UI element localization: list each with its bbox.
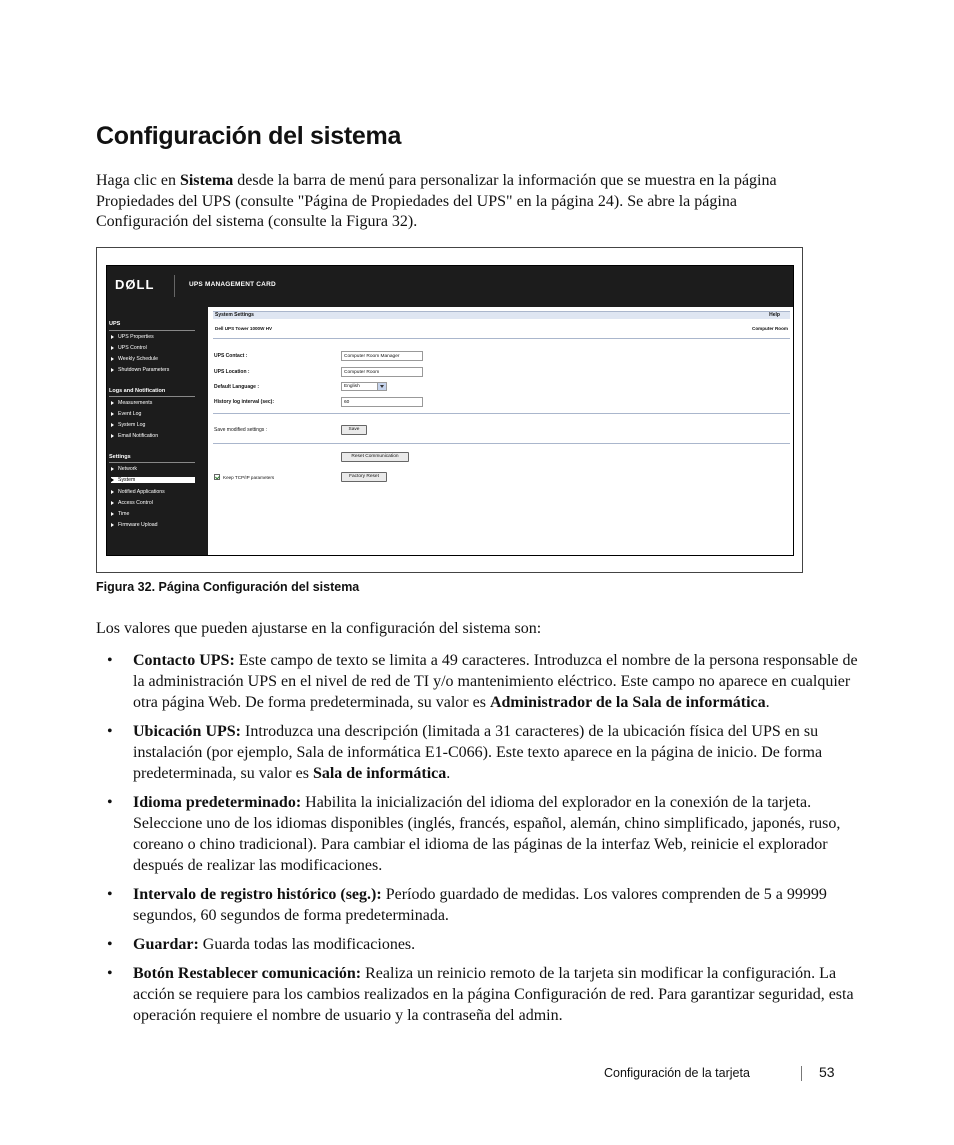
header-divider bbox=[174, 275, 175, 297]
intro-paragraph: Haga clic en Sistema desde la barra de menú para personalizar la información que se muestra en la página Propiedades del UPS (consulte "Página de Propiedades del UPS" en la página 24). Se abre la página Configuración del sistema (consulte la Figura 32). bbox=[96, 172, 777, 230]
sidebar-item-email-notification[interactable]: Email Notification bbox=[111, 433, 158, 439]
screenshot-header bbox=[107, 266, 793, 307]
footer-divider bbox=[801, 1066, 802, 1081]
device-row bbox=[213, 325, 790, 334]
divider bbox=[213, 413, 790, 414]
sidebar-item-firmware-upload[interactable]: Firmware Upload bbox=[111, 522, 158, 528]
device-location: Computer Room bbox=[752, 326, 788, 331]
list-item: • Contacto UPS: Este campo de texto se limita a 49 caracteres. Introduzca el nombre de la persona responsable de la administración UPS en el nivel de red de TI y/o mantenimiento eléctrico. Este campo no aparece en cualquier otra página Web. De forma predeterminada, su valor es Administrador de la Sala de informática. bbox=[107, 652, 858, 711]
triangle-right-icon bbox=[111, 478, 114, 482]
footer-section-label: Configuración de la tarjeta bbox=[604, 1066, 750, 1080]
lead-paragraph: Los valores que pueden ajustarse en la configuración del sistema son: bbox=[96, 620, 542, 637]
triangle-right-icon bbox=[111, 490, 114, 494]
sidebar-item-notified-applications[interactable]: Notified Applications bbox=[111, 489, 165, 495]
factory-reset-button[interactable]: Factory Reset bbox=[341, 472, 387, 482]
triangle-right-icon bbox=[111, 467, 114, 471]
triangle-right-icon bbox=[111, 357, 114, 361]
sidebar-rule bbox=[109, 396, 195, 397]
sidebar-item-shutdown-parameters[interactable]: Shutdown Parameters bbox=[111, 367, 169, 373]
sidebar-item-system-log[interactable]: System Log bbox=[111, 422, 145, 428]
ups-location-label: UPS Location : bbox=[214, 369, 250, 375]
ups-contact-label: UPS Contact : bbox=[214, 353, 248, 359]
sidebar-item-ups-properties[interactable]: UPS Properties bbox=[111, 334, 154, 340]
dell-logo: DØLL bbox=[115, 277, 155, 292]
screenshot-main-panel bbox=[210, 307, 793, 555]
figure-caption: Figura 32. Página Configuración del sistema bbox=[96, 580, 360, 594]
device-name: Dell UPS Tower 1000W HV bbox=[215, 326, 273, 331]
sidebar-item-access-control[interactable]: Access Control bbox=[111, 500, 153, 506]
sidebar-item-weekly-schedule[interactable]: Weekly Schedule bbox=[111, 356, 158, 362]
header-title: UPS MANAGEMENT CARD bbox=[189, 281, 276, 288]
page-title: Configuración del sistema bbox=[96, 122, 402, 150]
sidebar-section-settings: Settings bbox=[109, 454, 131, 460]
reset-communication-button[interactable]: Reset Communication bbox=[341, 452, 409, 462]
list-item: • Guardar: Guarda todas las modificaciones. bbox=[107, 936, 416, 953]
history-interval-label: History log interval (sec): bbox=[214, 399, 275, 405]
triangle-right-icon bbox=[111, 335, 114, 339]
default-language-label: Default Language : bbox=[214, 384, 260, 390]
triangle-right-icon bbox=[111, 412, 114, 416]
sidebar-item-system[interactable]: System bbox=[111, 477, 195, 483]
triangle-right-icon bbox=[111, 368, 114, 372]
sidebar-section-logs: Logs and Notification bbox=[109, 388, 166, 394]
divider bbox=[213, 443, 790, 444]
chevron-down-icon bbox=[377, 383, 386, 390]
sidebar-item-event-log[interactable]: Event Log bbox=[111, 411, 141, 417]
settings-title-bar bbox=[213, 311, 790, 319]
ups-contact-input[interactable]: Computer Room Manager bbox=[341, 351, 423, 361]
sidebar-item-time[interactable]: Time bbox=[111, 511, 129, 517]
sidebar-item-ups-control[interactable]: UPS Control bbox=[111, 345, 147, 351]
save-settings-label: Save modified settings : bbox=[214, 427, 268, 433]
triangle-right-icon bbox=[111, 401, 114, 405]
ups-location-input[interactable]: Computer Room bbox=[341, 367, 423, 377]
settings-list bbox=[96, 650, 866, 1034]
sidebar-item-network[interactable]: Network bbox=[111, 466, 137, 472]
list-item: • Idioma predeterminado: Habilita la inicialización del idioma del explorador en la conexión de la tarjeta. Seleccione uno de los idiomas disponibles (inglés, francés, español, alemán, chino simplificado, japonés, ruso, coreano o chino tradicional). Para cambiar el idioma de las páginas de la interfaz Web, reinicie el explorador después de realizar las modificaciones. bbox=[107, 794, 841, 874]
settings-title: System Settings bbox=[215, 312, 254, 318]
list-item: • Ubicación UPS: Introduzca una descripción (limitada a 31 caracteres) de la ubicación física del UPS en su instalación (por ejemplo, Sala de informática E1-C066). Este texto aparece en la página de inicio. De forma predeterminada, su valor es Sala de informática. bbox=[107, 723, 823, 782]
keep-tcpip-checkbox[interactable] bbox=[214, 474, 220, 480]
triangle-right-icon bbox=[111, 434, 114, 438]
triangle-right-icon bbox=[111, 523, 114, 527]
sidebar-rule bbox=[109, 330, 195, 331]
triangle-right-icon bbox=[111, 346, 114, 350]
triangle-right-icon bbox=[111, 501, 114, 505]
list-item: • Intervalo de registro histórico (seg.): Período guardado de medidas. Los valores comprenden de 5 a 99999 segundos, 60 segundos de forma predeterminada. bbox=[107, 886, 827, 924]
triangle-right-icon bbox=[111, 512, 114, 516]
screenshot-sidebar bbox=[107, 307, 208, 555]
ups-management-screenshot bbox=[106, 265, 794, 556]
triangle-right-icon bbox=[111, 423, 114, 427]
list-item: • Botón Restablecer comunicación: Realiza un reinicio remoto de la tarjeta sin modificar la configuración. La acción se requiere para los cambios realizados en la página Configuración de red. Para garantizar seguridad, esta operación requiere el nombre de usuario y la contraseña del admin. bbox=[107, 965, 854, 1024]
page-number: 53 bbox=[819, 1064, 835, 1080]
history-interval-input[interactable]: 60 bbox=[341, 397, 423, 407]
help-link[interactable]: Help bbox=[769, 312, 780, 318]
sidebar-section-ups: UPS bbox=[109, 321, 121, 327]
sidebar-rule bbox=[109, 462, 195, 463]
keep-tcpip-label: Keep TCP/IP parameters bbox=[223, 475, 275, 480]
sidebar-item-measurements[interactable]: Measurements bbox=[111, 400, 152, 406]
default-language-select[interactable]: English bbox=[341, 382, 387, 391]
save-button[interactable]: Save bbox=[341, 425, 367, 435]
divider bbox=[213, 338, 790, 339]
figure-frame bbox=[96, 247, 803, 573]
